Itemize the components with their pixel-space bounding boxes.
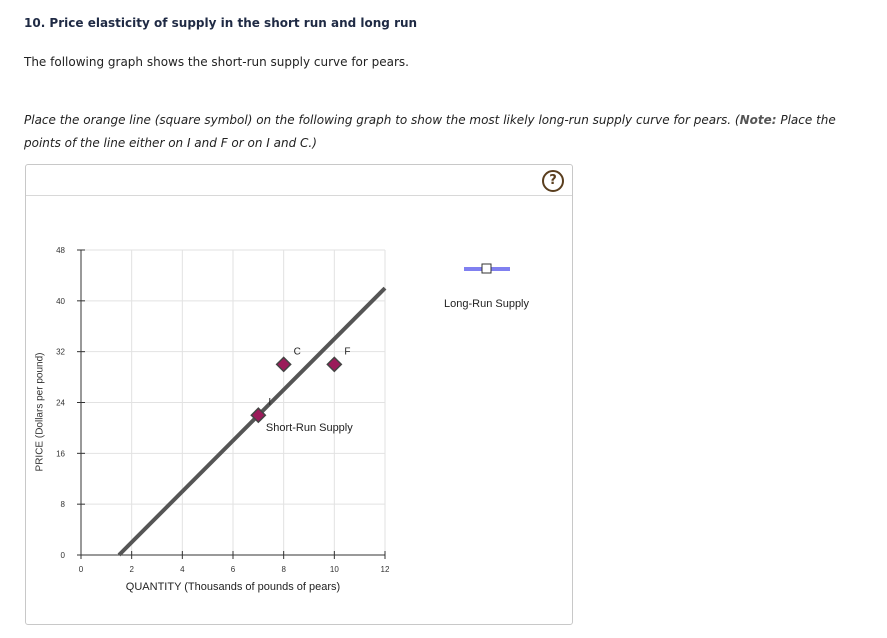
x-tick-label: 10 [329, 565, 339, 574]
instruction-main: Place the orange line (square symbol) on the following graph to show the most likely long-run supply curve for pears. ( [24, 113, 740, 127]
help-button[interactable]: ? [542, 170, 564, 192]
question-title: 10. Price elasticity of supply in the short run and long run [24, 16, 418, 30]
long-run-legend-square-icon[interactable] [482, 264, 491, 273]
x-tick-label: 8 [281, 565, 286, 574]
point-c-label: C [293, 346, 301, 358]
y-tick-label: 0 [60, 551, 65, 560]
y-tick-label: 40 [56, 296, 65, 306]
question-intro: The following graph shows the short-run supply curve for pears. [24, 55, 409, 69]
points [251, 346, 350, 422]
annotations [266, 422, 353, 434]
short-run-supply-label: Short-Run Supply [265, 422, 353, 435]
x-tick-label: 2 [129, 565, 134, 574]
instruction-tail: Place the points of the line either on I and F or on I and C.) [24, 113, 836, 150]
instruction-note-label: Note: [739, 113, 777, 127]
x-tick-label: 4 [180, 565, 185, 574]
legend-tool[interactable] [464, 264, 510, 273]
y-tick-label: 8 [60, 500, 65, 510]
point-f-label: F [344, 346, 351, 358]
y-tick-label: 32 [56, 347, 65, 357]
grid-lines [81, 250, 385, 555]
long-run-legend-label: Long-Run Supply [444, 298, 530, 310]
y-tick-label: 16 [56, 449, 65, 459]
point-i-label: I [268, 397, 272, 409]
x-axis-label: QUANTITY (Thousands of pounds of pears) [125, 581, 341, 593]
y-tick-label: 24 [56, 398, 65, 408]
x-tick-label: 12 [380, 565, 390, 574]
y-axis-label: PRICE (Dollars per pound) [34, 352, 46, 472]
x-tick-label: 6 [230, 565, 236, 574]
point-f-marker [327, 357, 341, 371]
y-tick-label: 48 [56, 246, 65, 255]
ticks [56, 246, 390, 574]
x-tick-label: 0 [78, 565, 84, 574]
point-c-marker [277, 357, 291, 371]
